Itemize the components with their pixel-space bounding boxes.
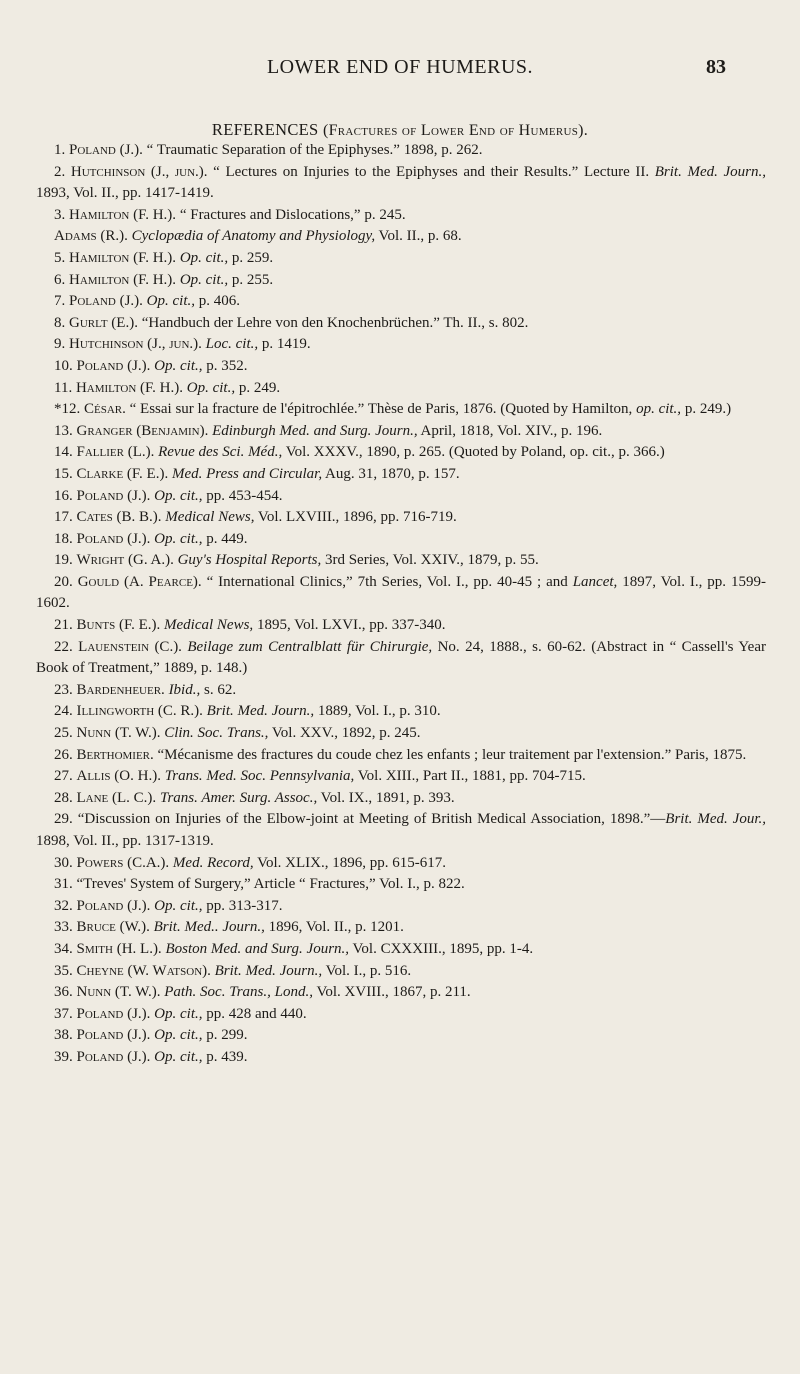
reference-number: 7. <box>54 293 66 310</box>
reference-number: 37. <box>54 1005 73 1022</box>
reference-entry <box>36 378 766 400</box>
reference-number: 8. <box>54 314 66 331</box>
reference-author: Poland (J.). <box>76 1027 151 1044</box>
reference-details: 1895, Vol. LXVI., pp. 337-340. <box>253 617 446 634</box>
reference-details: Vol. CXXXIII., 1895, pp. 1-4. <box>349 940 534 957</box>
reference-source: Brit. Med. Journ., <box>654 163 767 180</box>
reference-author: Poland (J.). <box>76 357 151 374</box>
reference-source: Cyclopædia of Anatomy and Physiology, <box>131 228 376 245</box>
reference-number: 32. <box>54 897 73 914</box>
reference-author: Allis (O. H.). <box>76 768 161 785</box>
reference-source: Med. Record, <box>172 854 254 871</box>
reference-entry <box>36 313 766 335</box>
reference-entry <box>36 637 766 680</box>
reference-number: 36. <box>54 984 73 1001</box>
reference-number: 23. <box>54 681 73 698</box>
reference-details: p. 259. <box>228 249 274 266</box>
reference-details: p. 352. <box>202 357 248 374</box>
reference-entry <box>36 809 766 852</box>
reference-author: Poland (J.). <box>76 1048 151 1065</box>
reference-number: 38. <box>54 1027 73 1044</box>
reference-number: 24. <box>54 703 73 720</box>
reference-entry <box>36 529 766 551</box>
reference-author: Adams (R.). <box>54 228 128 245</box>
reference-author: Gurlt (E.). <box>69 314 138 331</box>
reference-entry <box>36 334 766 356</box>
page-number: 83 <box>706 56 726 78</box>
reference-details: Vol. XLIX., 1896, pp. 615-617. <box>253 854 446 871</box>
reference-source: Clin. Soc. Trans., <box>164 725 269 742</box>
reference-entry <box>36 356 766 378</box>
reference-list <box>36 140 766 1069</box>
reference-details: Aug. 31, 1870, p. 157. <box>322 465 460 482</box>
reference-entry <box>36 982 766 1004</box>
reference-entry <box>36 399 766 421</box>
reference-number: *12. <box>54 401 81 418</box>
reference-entry <box>36 464 766 486</box>
reference-number: 3. <box>54 206 66 223</box>
reference-details: pp. 313-317. <box>202 897 283 914</box>
reference-number: 27. <box>54 768 73 785</box>
reference-number: 18. <box>54 530 73 547</box>
reference-source: Op. cit., <box>179 249 229 266</box>
reference-author: Poland (J.). <box>76 897 151 914</box>
reference-author: Cates (B. B.). <box>76 509 162 526</box>
reference-entry <box>36 1025 766 1047</box>
reference-number: 39. <box>54 1048 73 1065</box>
reference-source: Op. cit., <box>154 1005 203 1022</box>
reference-source: Brit. Med. Jour., <box>665 811 767 828</box>
reference-entry <box>36 723 766 745</box>
reference-entry <box>36 226 766 248</box>
reference-details: Vol. XXV., 1892, p. 245. <box>268 725 421 742</box>
reference-author: César. <box>84 401 126 418</box>
reference-number: 2. <box>54 163 66 180</box>
reference-details: Vol. I., p. 516. <box>322 962 412 979</box>
reference-number: 31. <box>54 876 73 893</box>
reference-author: Hutchinson (J., jun.). <box>70 163 208 180</box>
section-heading <box>0 120 800 140</box>
reference-entry <box>36 1004 766 1026</box>
reference-source: Medical News, <box>164 617 254 634</box>
reference-source: Op. cit., <box>154 897 203 914</box>
reference-details: Vol. II., p. 68. <box>375 228 462 245</box>
reference-number: 6. <box>54 271 66 288</box>
reference-source: Brit. Med.. Journ., <box>153 919 265 936</box>
reference-entry <box>36 291 766 313</box>
reference-entry <box>36 896 766 918</box>
reference-entry <box>36 961 766 983</box>
reference-details: p. 439. <box>202 1048 248 1065</box>
reference-entry <box>36 270 766 292</box>
reference-author: Nunn (T. W.). <box>76 984 161 1001</box>
reference-author: Hamilton (F. H.). <box>69 249 177 266</box>
reference-source: Path. Soc. Trans., Lond., <box>164 984 313 1001</box>
reference-author: Hutchinson (J., jun.). <box>69 336 202 353</box>
reference-author: Bruce (W.). <box>76 919 150 936</box>
reference-number: 16. <box>54 487 73 504</box>
reference-source: Op. cit., <box>154 1048 203 1065</box>
reference-details: p. 406. <box>195 293 240 310</box>
reference-source: Medical News, <box>165 509 255 526</box>
reference-entry <box>36 615 766 637</box>
reference-source: Loc. cit., <box>205 336 259 353</box>
reference-source: Ibid., <box>168 681 201 698</box>
reference-text: “Discussion on Injuries of the Elbow-joint at Meeting of British Medical Association, 1898.”— <box>77 811 666 828</box>
reference-number: 1. <box>54 142 66 158</box>
reference-details: p. 449. <box>202 530 248 547</box>
reference-source: Trans. Med. Soc. Pennsylvania, <box>164 768 355 785</box>
reference-number: 20. <box>54 573 73 590</box>
reference-author: Cheyne (W. Watson). <box>76 962 211 979</box>
reference-text: “Mécanisme des fractures du coude chez les enfants ; leur traitement par l'extension.” Paris, 1875. <box>153 746 747 763</box>
reference-details: p. 249. <box>235 379 281 396</box>
reference-number: 34. <box>54 940 73 957</box>
reference-source: Lancet, <box>572 573 618 590</box>
reference-entry <box>36 853 766 875</box>
reference-entry <box>36 442 766 464</box>
reference-entry <box>36 205 766 227</box>
reference-entry <box>36 507 766 529</box>
reference-source: Brit. Med. Journ., <box>206 703 315 720</box>
heading-sub: (Fractures of Lower End of Humerus). <box>322 122 589 139</box>
reference-number: 5. <box>54 249 66 266</box>
reference-author: Wright (G. A.). <box>76 552 174 569</box>
reference-details: 1893, Vol. II., pp. 1417-1419. <box>36 185 214 202</box>
reference-number: 30. <box>54 854 73 871</box>
reference-author: Berthomier. <box>76 746 154 763</box>
reference-entry <box>36 248 766 270</box>
reference-source: Op. cit., <box>154 357 203 374</box>
reference-source: Trans. Amer. Surg. Assoc., <box>159 789 318 806</box>
reference-source: op. cit., <box>636 401 682 418</box>
reference-text: “Handbuch der Lehre von den Knochenbrüchen.” Th. II., s. 802. <box>137 314 529 331</box>
reference-entry <box>36 939 766 961</box>
reference-author: Powers (C.A.). <box>76 854 170 871</box>
reference-source: Op. cit., <box>186 379 236 396</box>
reference-entry <box>36 701 766 723</box>
reference-author: Fallier (L.). <box>76 444 155 461</box>
reference-entry <box>36 421 766 443</box>
reference-details: p. 1419. <box>258 336 311 353</box>
reference-number: 19. <box>54 552 73 569</box>
reference-number: 17. <box>54 509 73 526</box>
reference-number: 29. <box>54 811 73 828</box>
reference-source: Boston Med. and Surg. Journ., <box>165 940 350 957</box>
running-head <box>0 56 800 82</box>
reference-entry <box>36 745 766 767</box>
reference-details: p. 255. <box>228 271 274 288</box>
running-title: LOWER END OF HUMERUS. <box>266 56 534 78</box>
reference-details: Vol. XIII., Part II., 1881, pp. 704-715. <box>354 768 586 785</box>
reference-number: 21. <box>54 617 73 634</box>
reference-author: Hamilton (F. H.). <box>69 271 177 288</box>
reference-details: pp. 453-454. <box>202 487 283 504</box>
reference-entry <box>36 572 766 615</box>
reference-entry <box>36 874 766 896</box>
reference-text: “ International Clinics,” 7th Series, Vol. I., pp. 40-45 ; and <box>201 573 573 590</box>
reference-entry <box>36 788 766 810</box>
reference-author: Nunn (T. W.). <box>76 725 161 742</box>
reference-author: Clarke (F. E.). <box>76 465 169 482</box>
reference-number: 35. <box>54 962 73 979</box>
reference-details: 1889, Vol. I., p. 310. <box>314 703 441 720</box>
reference-author: Bunts (F. E.). <box>76 617 161 634</box>
reference-details: No. 24, 1888., s. 60-62. (Abstract in “ Cassell's Year Book of Treatment,” 1889, p. 148.) <box>36 638 766 677</box>
reference-source: Brit. Med. Journ., <box>214 962 323 979</box>
reference-author: Poland (J.). <box>76 1005 151 1022</box>
reference-text: “ Fractures and Dislocations,” p. 245. <box>176 206 406 223</box>
reference-entry <box>36 550 766 572</box>
reference-author: Bardenheuer. <box>76 681 165 698</box>
reference-author: Poland (J.). <box>69 142 143 158</box>
reference-source: Med. Press and Circular, <box>171 465 323 482</box>
reference-details: 1896, Vol. II., p. 1201. <box>264 919 404 936</box>
reference-source: Guy's Hospital Reports, <box>177 552 322 569</box>
reference-text: “ Traumatic Separation of the Epiphyses.” 1898, p. 262. <box>142 142 483 158</box>
reference-author: Smith (H. L.). <box>76 940 162 957</box>
reference-entry <box>36 162 766 205</box>
reference-number: 25. <box>54 725 73 742</box>
reference-number: 15. <box>54 465 73 482</box>
reference-text: “ Lectures on Injuries to the Epiphyses and their Results.” Lecture II. <box>207 163 655 180</box>
reference-details: April, 1818, Vol. XIV., p. 196. <box>417 422 603 439</box>
reference-number: 26. <box>54 746 73 763</box>
reference-details: Vol. LXVIII., 1896, pp. 716-719. <box>254 509 457 526</box>
reference-author: Hamilton (F. H.). <box>75 379 184 396</box>
reference-details: Vol. XXXV., 1890, p. 265. (Quoted by Poland, op. cit., p. 366.) <box>282 444 665 461</box>
reference-entry <box>36 766 766 788</box>
reference-number: 22. <box>54 638 73 655</box>
reference-number: 13. <box>54 422 73 439</box>
reference-source: Edinburgh Med. and Surg. Journ., <box>212 422 418 439</box>
reference-author: Hamilton (F. H.). <box>69 206 177 223</box>
reference-details: 1897, Vol. I., pp. 1599-1602. <box>36 573 766 612</box>
reference-source: Revue des Sci. Méd., <box>158 444 283 461</box>
reference-entry <box>36 917 766 939</box>
reference-number: 14. <box>54 444 73 461</box>
reference-details: pp. 428 and 440. <box>202 1005 307 1022</box>
reference-author: Gould (A. Pearce). <box>77 573 202 590</box>
reference-details: 1898, Vol. II., pp. 1317-1319. <box>36 833 214 849</box>
reference-author: Illingworth (C. R.). <box>76 703 203 720</box>
reference-details: s. 62. <box>200 681 237 698</box>
reference-number: 10. <box>54 357 73 374</box>
reference-source: Op. cit., <box>154 1027 203 1044</box>
reference-number: 11. <box>54 379 73 396</box>
reference-details: p. 299. <box>202 1027 248 1044</box>
reference-author: Poland (J.). <box>69 293 143 310</box>
reference-text: “Treves' System of Surgery,” Article “ Fractures,” Vol. I., p. 822. <box>76 876 465 893</box>
reference-entry <box>36 1047 766 1069</box>
reference-number: 28. <box>54 789 73 806</box>
reference-details: 3rd Series, Vol. XXIV., 1879, p. 55. <box>321 552 539 569</box>
reference-author: Granger (Benjamin). <box>76 422 209 439</box>
reference-author: Lane (L. C.). <box>76 789 157 806</box>
reference-source: Op. cit., <box>146 293 195 310</box>
reference-source: Op. cit., <box>154 487 203 504</box>
reference-source: Op. cit., <box>154 530 203 547</box>
reference-entry <box>36 140 766 162</box>
heading-main: REFERENCES <box>211 120 319 139</box>
reference-text: “ Essai sur la fracture de l'épitrochlée.” Thèse de Paris, 1876. (Quoted by Hamilton, <box>125 401 637 418</box>
reference-details: p. 249.) <box>681 401 732 418</box>
reference-number: 33. <box>54 919 73 936</box>
reference-author: Lauenstein (C.). <box>78 638 182 655</box>
reference-author: Poland (J.). <box>76 530 151 547</box>
reference-author: Poland (J.). <box>76 487 151 504</box>
reference-source: Op. cit., <box>179 271 229 288</box>
reference-details: Vol. IX., 1891, p. 393. <box>317 789 455 806</box>
reference-details: Vol. XVIII., 1867, p. 211. <box>313 984 471 1001</box>
reference-number: 9. <box>54 336 66 353</box>
reference-source: Beilage zum Centralblatt für Chirurgie, <box>187 638 433 655</box>
reference-entry <box>36 486 766 508</box>
reference-entry <box>36 680 766 702</box>
